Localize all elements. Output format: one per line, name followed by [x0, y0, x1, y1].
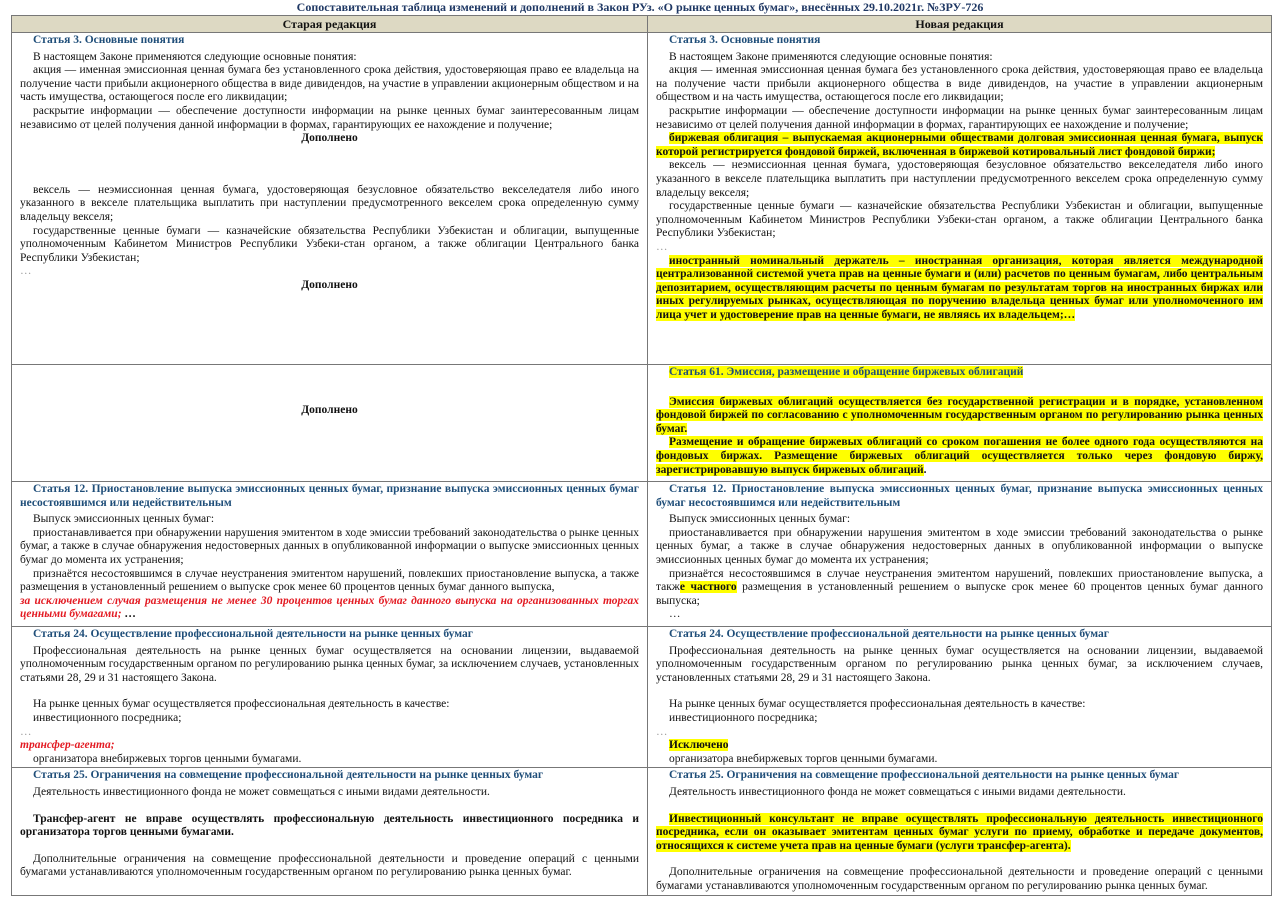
paragraph: [656, 64, 1263, 105]
text-segment: раскрытие информации — обеспечение доступности информации на рынке ценных бумаг заинтересованным лицам независимо от целей получения данной информации в формах, гарантирующих ее нахождение и получение;: [656, 104, 1263, 131]
text-segment: Статья 12. Приостановление выпуска эмиссионных ценных бумаг, признание выпуска эмиссионных ценных бумаг несостоявшимся или недействительным: [20, 483, 639, 509]
spacer: [656, 383, 1263, 396]
text-segment: Дополнено: [301, 132, 358, 145]
spacer: [656, 853, 1263, 866]
text-segment: Статья 3. Основные понятия: [669, 34, 821, 46]
table-row: [12, 627, 1272, 768]
amended-paragraph: [656, 255, 1263, 323]
paragraph: [656, 712, 1263, 726]
article-heading: [656, 483, 1263, 510]
text-segment: размещения в установленный решением о выпуске срок менее 60 процентов ценных бумаг данного выпуска;: [656, 581, 1264, 607]
text-segment: инвестиционного посредника;: [33, 711, 182, 724]
text-segment: Деятельность инвестиционного фонда не может совмещаться с иными видами деятельности.: [669, 785, 1126, 798]
amended-paragraph: [656, 739, 1263, 753]
text-segment: …: [656, 240, 668, 253]
text-segment: приостанавливается при обнаружении нарушения эмитентом в ходе эмиссии требований законодательства о рынке ценных бумаг, а также в случае обнаружения недостоверных данных в опубликованной информации о выпуске эмиссионных ценных бумаг до момента их устранения;: [20, 526, 639, 566]
paragraph: [656, 527, 1263, 568]
table-row: [12, 482, 1272, 627]
spacer: [20, 685, 639, 698]
paragraph: [656, 159, 1263, 200]
ellipsis: [656, 726, 1263, 740]
paragraph: [20, 568, 639, 595]
paragraph: [656, 568, 1263, 609]
text-segment: …: [121, 608, 136, 621]
old-edition-cell: [12, 365, 648, 482]
text-segment: инвестиционного посредника;: [669, 711, 818, 724]
paragraph: [656, 105, 1263, 132]
paragraph: [20, 225, 639, 266]
paragraph: [656, 513, 1263, 527]
text-segment: …: [20, 265, 32, 278]
amended-paragraph: [656, 813, 1263, 854]
paragraph: [20, 527, 639, 568]
text-segment: На рынке ценных бумаг осуществляется профессиональная деятельность в качестве:: [33, 698, 450, 711]
text-segment: Дополнительные ограничения на совмещение профессиональной деятельности и проведение операций с ценными бумагами устанавливаются уполномоченным государственным органом по регулированию рынка ценных бумаг.: [20, 852, 639, 879]
text-segment: Деятельность инвестиционного фонда не может совмещаться с иными видами деятельности.: [33, 785, 490, 798]
text-segment: акция — именная эмиссионная ценная бумага без установленного срока действия, удостоверяющая право ее владельца на получение части прибыли акционерного общества в виде дивидендов, на участие в управлении акционерным обществом и на часть имущества, остающегося после его ликвидации;: [20, 64, 639, 104]
paragraph: [20, 753, 639, 767]
text-segment: Профессиональная деятельность на рынке ценных бумаг осуществляется на основании лицензии, выдаваемой уполномоченным государственным органом по регулированию рынка ценных бумаг, за исключением случаев, установленных статьями 28, 29 и 31 настоящего Закона.: [20, 644, 639, 684]
text-segment: Статья 24. Осуществление профессиональной деятельности на рынке ценных бумаг: [33, 628, 473, 640]
text-segment: государственные ценные бумаги — казначейские обязательства Республики Узбекистан и облигации, выпущенные уполномоченным Кабинетом Министров Республики Узбеки-стан органом, а также облигации Центрального банка Республики Узбекистан;: [656, 200, 1263, 240]
text-segment: приостанавливается при обнаружении нарушения эмитентом в ходе эмиссии требований законодательства о рынке ценных бумаг, а также в случае обнаружения недостоверных данных в опубликованной информации о выпуске эмиссионных ценных бумаг до момента их устранения;: [656, 526, 1263, 566]
highlighted-text: биржевая облигация – выпускаемая акционерными обществами долговая эмиссионная ценная бумага, выпуск которой регистрируется фондовой биржей, включенная в биржевой котировальный лист фондовой биржи;: [656, 132, 1263, 158]
article-heading: [656, 769, 1263, 783]
paragraph: [656, 200, 1263, 241]
text-segment: государственные ценные бумаги — казначейские обязательства Республики Узбекистан и облигации, выпущенные уполномоченным Кабинетом Министров Республики Узбеки-стан органом, а также облигации Центрального банка Республики Узбекистан;: [20, 224, 639, 264]
text-segment: …: [20, 725, 32, 738]
old-edition-cell: [12, 627, 648, 768]
article-heading: [656, 366, 1263, 380]
text-segment: В настоящем Законе применяются следующие основные понятия:: [33, 50, 357, 63]
paragraph: [20, 51, 639, 65]
paragraph: [20, 64, 639, 105]
text-segment: Трансфер-агент не вправе осуществлять профессиональную деятельность инвестиционного посредника и организатора торгов ценными бумагами.: [20, 812, 639, 839]
paragraph: [20, 105, 639, 132]
paragraph: [656, 645, 1263, 686]
text-segment: …: [669, 608, 681, 621]
text-segment: акция — именная эмиссионная ценная бумага без установленного срока действия, удостоверяющая право ее владельца на получение части прибыли акционерного общества в виде дивидендов, на участие в управлении акционерным обществом и на часть имущества, остающегося после его ликвидации;: [656, 64, 1263, 104]
document-title: Сопоставительная таблица изменений и дополнений в Закон РУз. «О рынке ценных бумаг», внесённых 29.10.2021г. №ЗРУ-726: [296, 0, 984, 14]
text-segment: организатора внебиржевых торгов ценными бумагами.: [33, 752, 302, 765]
text-segment: признаётся несостоявшимся в случае неустранения эмитентом нарушений, повлекших приостановление выпуска, а такж: [656, 567, 1263, 594]
text-segment: Дополнено: [301, 278, 358, 291]
text-segment: Статья 25. Ограничения на совмещение профессиональной деятельности на рынке ценных бумаг: [33, 769, 544, 782]
paragraph: [20, 184, 639, 225]
spacer: [20, 840, 639, 853]
spacer: [656, 685, 1263, 698]
paragraph: [656, 51, 1263, 65]
paragraph: [20, 513, 639, 527]
text-segment: вексель — неэмиссионная ценная бумага, удостоверяющая безусловное обязательство векселедателя либо иного указанного в векселе плательщика выплатить при наступлении предусмотренного векселем срока определенную сумму владельцу векселя;: [656, 159, 1263, 199]
text-segment: Выпуск эмиссионных ценных бумаг:: [669, 513, 851, 526]
column-header-new: Новая редакция: [648, 16, 1272, 33]
text-segment: Выпуск эмиссионных ценных бумаг:: [33, 513, 215, 526]
added-note: [20, 404, 639, 418]
new-edition-cell: [648, 365, 1272, 482]
article-heading: [656, 628, 1263, 642]
paragraph: [656, 698, 1263, 712]
highlighted-text: Инвестиционный консультант не вправе осуществлять профессиональную деятельность инвестиционного посредника, если он оказывает эмитентам ценных бумаг услуги по приему, обработке и передаче документов, относящихся к системе учета прав на ценные бумаги (услуги трансфер-агента).: [656, 812, 1263, 852]
text-segment: .: [923, 463, 927, 476]
article-heading: [20, 769, 639, 783]
text-segment: Статья 3. Основные понятия: [33, 34, 185, 46]
header-row: [12, 16, 1272, 33]
text-segment: Дополнительные ограничения на совмещение профессиональной деятельности и проведение операций с ценными бумагами устанавливаются уполномоченным государственным органом по регулированию рынка ценных бумаг.: [656, 866, 1263, 892]
highlighted-text: е частного: [679, 581, 737, 594]
amended-paragraph: [656, 132, 1263, 159]
paragraph: [20, 853, 639, 880]
table-row: [12, 365, 1272, 482]
highlighted-text: Размещение и обращение биржевых облигаций со сроком погашения не более одного года осуществляются на фондовых биржах. Размещение биржевых облигаций осуществляется только через фондовую биржу, зарегистрировавшую выпуск биржевых облигаций: [656, 436, 1263, 476]
new-edition-cell: [648, 482, 1272, 627]
paragraph: [20, 698, 639, 712]
removed-text: [20, 595, 639, 622]
ellipsis: [20, 726, 639, 740]
text-segment: Статья 12. Приостановление выпуска эмиссионных ценных бумаг, признание выпуска эмиссионных ценных бумаг несостоявшимся или недействительным: [656, 483, 1263, 509]
old-edition-cell: [12, 768, 648, 896]
spacer: [20, 146, 639, 184]
text-segment: В настоящем Законе применяются следующие основные понятия:: [669, 50, 993, 63]
comparison-table: [11, 15, 1272, 896]
spacer: [20, 366, 639, 404]
ellipsis: [20, 265, 639, 279]
highlighted-text: иностранный номинальный держатель – иностранная организация, которая является международной централизованной системой учета прав на ценные бумаги и (или) расчетов по ценным бумагам, либо центральным депозитарием, осуществляющим расчеты по ценным бумагам по результатам торгов на иностранных биржах или иных регулируемых рынках, осуществляющая по поручению владельца ценных бумаг или уполномоченного им лица учет и удостоверение прав на ценные бумаги, не являясь их владельцем;…: [656, 254, 1263, 321]
new-edition-cell: [648, 768, 1272, 896]
added-note: [20, 132, 639, 146]
text-segment: Статья 24. Осуществление профессиональной деятельности на рынке ценных бумаг: [669, 628, 1109, 640]
text-segment: Дополнено: [301, 404, 358, 416]
paragraph: [20, 712, 639, 726]
paragraph: [20, 786, 639, 800]
amended-paragraph: [656, 436, 1263, 477]
added-note: [20, 279, 639, 293]
text-segment: вексель — неэмиссионная ценная бумага, удостоверяющая безусловное обязательство векселедателя либо иного указанного в векселе плательщика выплатить при наступлении предусмотренного векселем срока определенную сумму владельцу векселя;: [20, 183, 639, 223]
text-segment: Профессиональная деятельность на рынке ценных бумаг осуществляется на основании лицензии, выдаваемой уполномоченным государственным органом по регулированию рынка ценных бумаг, за исключением случаев, установленных статьями 28, 29 и 31 настоящего Закона.: [656, 644, 1263, 684]
text-segment: Статья 25. Ограничения на совмещение профессиональной деятельности на рынке ценных бумаг: [669, 769, 1180, 782]
paragraph: [20, 645, 639, 686]
spacer: [656, 800, 1263, 813]
highlighted-text: Исключено: [669, 739, 729, 752]
article-heading: [20, 34, 639, 48]
amended-paragraph: [20, 813, 639, 840]
new-edition-cell: [648, 627, 1272, 768]
paragraph: [656, 608, 1263, 622]
highlighted-text: Статья 61. Эмиссия, размещение и обращение биржевых облигаций: [669, 366, 1024, 378]
text-segment: организатора внебиржевых торгов ценными бумагами.: [669, 752, 938, 765]
ellipsis: [656, 241, 1263, 255]
amended-paragraph: [656, 396, 1263, 437]
text-segment: На рынке ценных бумаг осуществляется профессиональная деятельность в качестве:: [669, 698, 1086, 711]
column-header-old: Старая редакция: [12, 16, 648, 33]
old-edition-cell: [12, 33, 648, 365]
new-edition-cell: [648, 33, 1272, 365]
text-segment: признаётся несостоявшимся в случае неустранения эмитентом нарушений, повлекших приостановление выпуска, а также размещения в установленный решением о выпуске срок менее 60 процентов ценных бумаг данного выпуска,: [20, 567, 639, 594]
spacer: [20, 800, 639, 813]
article-heading: [656, 34, 1263, 48]
paragraph: [656, 753, 1263, 767]
removed-text: [20, 739, 639, 753]
text-segment: трансфер-агента;: [20, 739, 115, 752]
paragraph: [656, 786, 1263, 800]
text-segment: за исключением случая размещения не менее 30 процентов ценных бумаг данного выпуска на организованных торгах ценными бумагами;: [20, 594, 639, 621]
table-row: [12, 33, 1272, 365]
text-segment: раскрытие информации — обеспечение доступности информации на рынке ценных бумаг заинтересованным лицам независимо от целей получения данной информации в формах, гарантирующих ее нахождение и получение;: [20, 104, 639, 131]
text-segment: …: [656, 725, 668, 738]
article-heading: [20, 483, 639, 510]
article-heading: [20, 628, 639, 642]
paragraph: [656, 866, 1263, 893]
table-row: [12, 768, 1272, 896]
highlighted-text: Эмиссия биржевых облигаций осуществляется без государственной регистрации и в порядке, установленном фондовой биржей по согласованию с уполномоченным государственным органом по регулированию рынка ценных бумаг.: [656, 395, 1263, 435]
old-edition-cell: [12, 482, 648, 627]
